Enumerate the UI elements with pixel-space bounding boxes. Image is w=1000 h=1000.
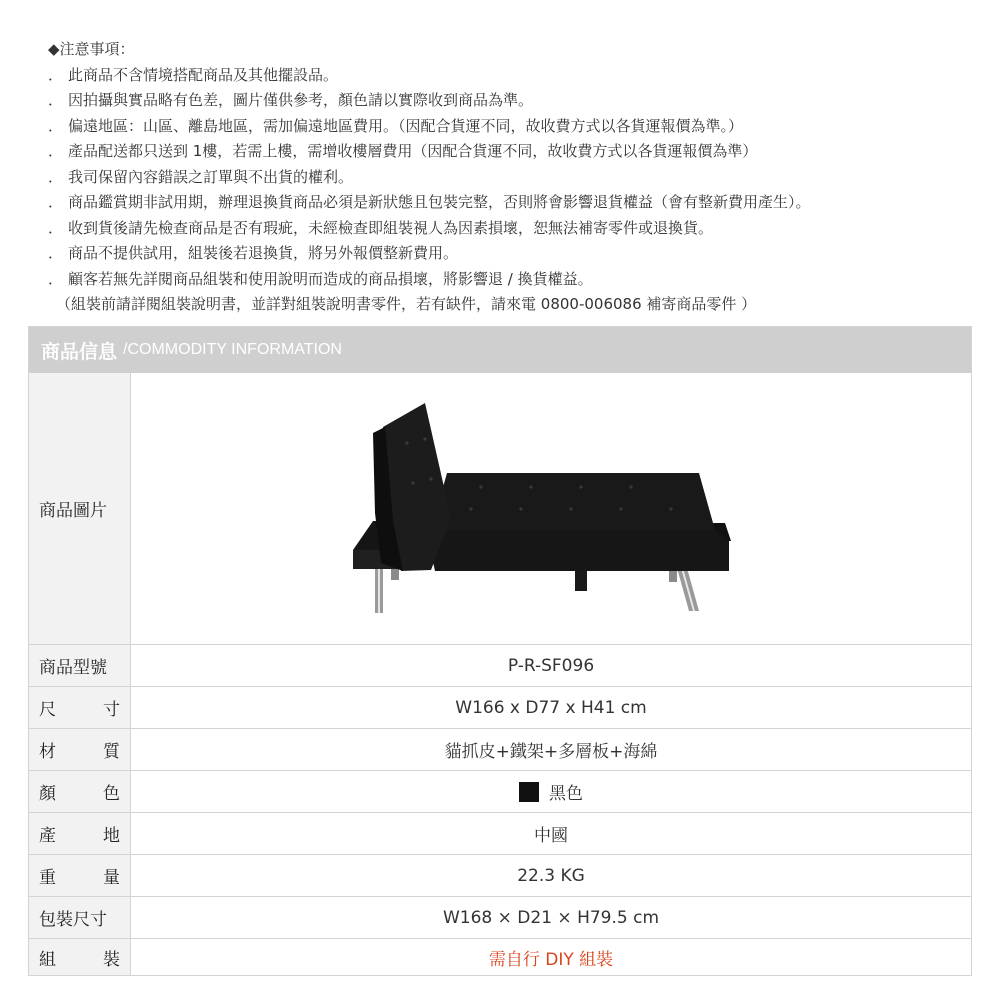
row-value: P-R-SF096 [507, 655, 595, 676]
row-label: 產 地 [29, 813, 131, 854]
row-label: 尺 寸 [29, 687, 131, 728]
note-item: ． 產品配送都只送到 1樓，若需上樓，需增收樓層費用（因配合貨運不同，故收費方式以各貨運報價為準） [48, 142, 758, 160]
table-header-subtitle: /COMMODITY INFORMATION [123, 341, 342, 358]
table-row [29, 938, 971, 975]
note-item: ． 商品不提供試用，組裝後若退換貨，將另外報價整新費用。 [48, 244, 459, 262]
row-value: 需自行 DIY 組裝 [488, 949, 614, 970]
row-label: 組 裝 [29, 939, 131, 975]
table-row [29, 644, 971, 686]
table-row [29, 728, 971, 770]
table-row [29, 854, 971, 896]
row-label: 材 質 [29, 729, 131, 770]
sofa-image [351, 403, 731, 613]
row-value: W168 × D21 × H79.5 cm [442, 907, 660, 928]
row-value: 黑色 [131, 771, 971, 812]
notes-footer: （組裝前請詳閱組裝說明書，並詳對組裝說明書零件，若有缺件，請來電 0800-006086 補寄商品零件 ） [56, 295, 757, 313]
color-swatch [519, 782, 539, 802]
row-value: 22.3 KG [517, 865, 585, 886]
row-value: W166 x D77 x H41 cm [455, 697, 647, 718]
row-label: 商品型號 [29, 645, 131, 686]
table-row [29, 770, 971, 812]
note-item: ． 因拍攝與實品略有色差，圖片僅供參考，顏色請以實際收到商品為準。 [48, 91, 534, 109]
table-row [29, 896, 971, 938]
table-header [29, 327, 971, 373]
commodity-info-table [28, 326, 972, 976]
row-label: 商品圖片 [29, 373, 131, 644]
table-row-image [29, 373, 971, 644]
note-item: ． 商品鑑賞期非試用期，辦理退換貨商品必須是新狀態且包裝完整，否則將會影響退貨權益（會有整新費用產生）。 [48, 193, 811, 211]
row-label: 重 量 [29, 855, 131, 896]
row-value: 中國 [534, 826, 568, 846]
note-item: ． 此商品不含情境搭配商品及其他擺設品。 [48, 65, 339, 84]
notes-section [48, 37, 988, 318]
note-item: ． 我司保留內容錯誤之訂單與不出貨的權利。 [48, 167, 354, 186]
table-row [29, 812, 971, 854]
table-row [29, 686, 971, 728]
notes-title: ◆注意事項： [48, 40, 135, 58]
note-item: ． 偏遠地區：山區、離島地區，需加偏遠地區費用。（因配合貨運不同，故收費方式以各貨運報價為準。） [48, 116, 744, 135]
table-header-title: 商品信息 [41, 340, 118, 363]
row-value: 貓抓皮+鐵架+多層板+海綿 [444, 742, 658, 762]
note-item: ． 顧客若無先詳閱商品組裝和使用說明而造成的商品損壞，將影響退 / 換貨權益。 [48, 269, 593, 288]
note-item: ． 收到貨後請先檢查商品是否有瑕疵，未經檢查即組裝視人為因素損壞，恕無法補寄零件或退換貨。 [48, 218, 714, 237]
row-label: 顏 色 [29, 771, 131, 812]
row-label: 包裝尺寸 [29, 897, 131, 938]
product-image [131, 373, 971, 644]
